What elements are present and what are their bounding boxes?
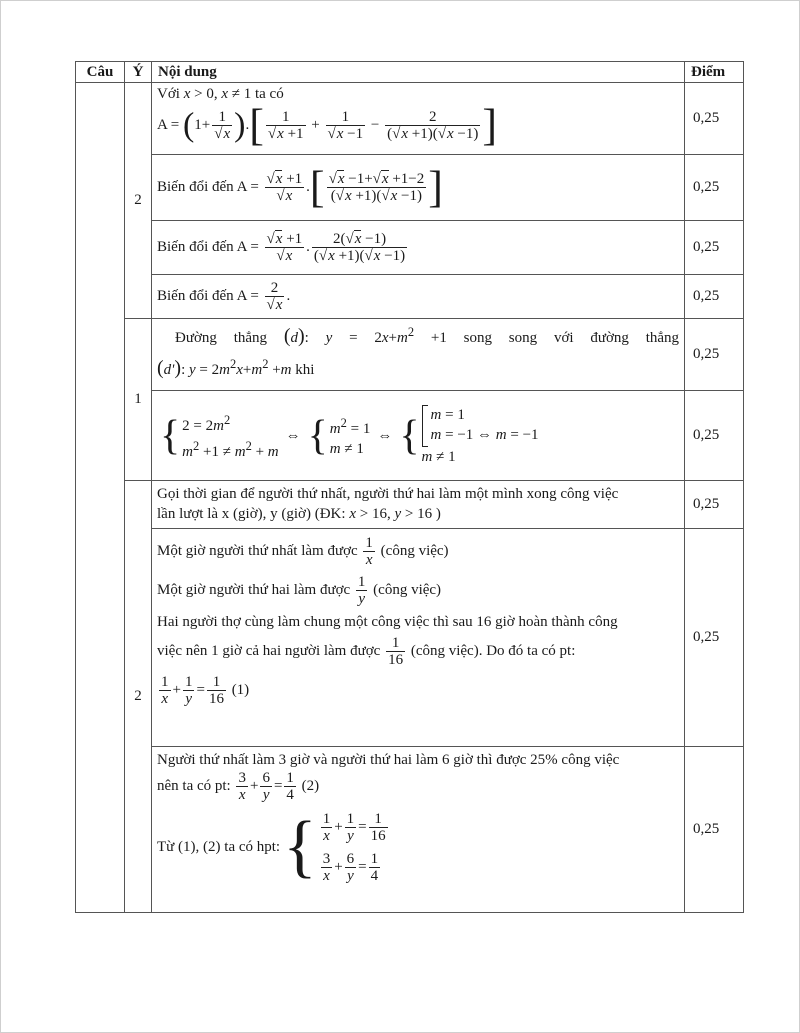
y-cell: 2 — [125, 83, 152, 319]
score-cell: 0,25 — [685, 391, 744, 481]
header-cau: Câu — [76, 62, 125, 83]
formula-step: Biến đổi đến A = $\frac{2}{√x}$ . — [157, 280, 291, 313]
content-line: Đường thẳng (d): $y = 2x+m^2 +1$ song song với đường thẳng — [175, 325, 680, 347]
formula-a: A = (1+ $\frac{1}{√x}$ ).[ $\frac{1}{√x +1}$ + $\frac{1}{√x -1}$ − $\frac{2}{(√x +1)(√x -1)}$ ] — [157, 100, 497, 150]
text-lan-luot: lần lượt là x (giờ), y (giờ) (ĐK: — [157, 506, 346, 522]
header-diem: Điểm — [685, 62, 744, 83]
content-cell — [152, 481, 685, 529]
content-line: Gọi thời gian để người thứ nhất, người thứ hai làm một mình xong công việc — [157, 486, 619, 502]
content-line: Một giờ người thứ hai làm được $\frac{1}{y}$ (công việc) — [157, 574, 442, 607]
system-solution: { $2 = 2m^2$ $m^2 +1 \ne m^2 + m$ ⇔ { $m^2 = 1$ m ≠ 1 ⇔ { m = 1 m = −1 ⇔ m = −1 m ≠ 1 — [160, 406, 539, 465]
y-cell: 1 — [125, 319, 152, 481]
content-cell — [152, 747, 685, 913]
content-cell — [152, 391, 685, 481]
content-cell — [152, 529, 685, 747]
content-line: Hai người thợ cùng làm chung một công việc thì sau 16 giờ hoàn thành công — [157, 614, 618, 630]
text-bien-doi: Biến đổi đến — [157, 178, 234, 195]
content-cell — [152, 155, 685, 221]
table-row — [76, 275, 744, 319]
answer-table — [75, 61, 744, 913]
y-cell: 2 — [125, 481, 152, 913]
table-row — [76, 481, 744, 529]
score-cell: 0,25 — [685, 319, 744, 391]
table-row — [76, 319, 744, 391]
header-y: Ý — [125, 62, 152, 83]
text-bien-doi: Biến đổi đến — [157, 287, 234, 304]
table-row — [76, 221, 744, 275]
content-cell — [152, 319, 685, 391]
content-line: Với x > 0, x ≠ 1 ta có — [157, 86, 284, 102]
content-line: Người thứ nhất làm 3 giờ và người thứ hai làm 6 giờ thì được 25% công việc — [157, 752, 620, 768]
text-with: Với — [157, 86, 180, 102]
content-line: (d'): $y = 2m^2x+m^2 +m$ khi — [157, 357, 315, 379]
header-row — [76, 62, 744, 83]
table-row — [76, 529, 744, 747]
score-cell: 0,25 — [685, 83, 744, 155]
content-cell — [152, 275, 685, 319]
system-hpt: Từ (1), (2) ta có hpt: { $\frac{1}{x}$ + $\frac{1}{y}$ = $\frac{1}{16}$ $\frac{3}{x}$ + $\frac{6}{y}$ = $\frac{1}{4}$ — [157, 808, 386, 885]
formula-step: Biến đổi đến A = $\frac{√x +1}{√x}$ .[ $\frac{√x -1+√x +1-2}{(√x +1)(√x -1)}$ ] — [157, 162, 443, 212]
formula-step: Biến đổi đến A = $\frac{√x +1}{√x}$ . $\frac{2(√x -1)}{(√x +1)(√x -1)}$ — [157, 231, 406, 264]
cau-cell — [76, 83, 125, 913]
score-cell: 0,25 — [685, 481, 744, 529]
content-cell — [152, 83, 685, 155]
score-cell: 0,25 — [685, 275, 744, 319]
content-cell — [152, 221, 685, 275]
score-cell: 0,25 — [685, 529, 744, 747]
table-row — [76, 83, 744, 155]
content-line: Một giờ người thứ nhất làm được $\frac{1}{x}$ (công việc) — [157, 535, 449, 568]
text-khi: khi — [295, 362, 315, 378]
header-noi-dung: Nội dung — [152, 62, 685, 83]
content-line: việc nên 1 giờ cả hai người làm được $\frac{1}{16}$ (công việc). Do đó ta có pt: — [157, 635, 576, 668]
equation-1: $\frac{1}{x}$ + $\frac{1}{y}$ = $\frac{1}{16}$ (1) — [161, 674, 250, 707]
equation-2: nên ta có pt: $\frac{3}{x}$ + $\frac{6}{y}$ = $\frac{1}{4}$ (2) — [157, 770, 320, 803]
content-line: lần lượt là x (giờ), y (giờ) (ĐK: x > 16, y > 16 ) — [157, 506, 441, 522]
text-bien-doi: Biến đổi đến — [157, 238, 234, 255]
table-row — [76, 391, 744, 481]
table-row — [76, 747, 744, 913]
table-row — [76, 155, 744, 221]
score-cell: 0,25 — [685, 747, 744, 913]
score-cell: 0,25 — [685, 221, 744, 275]
score-cell: 0,25 — [685, 155, 744, 221]
text-ta-co: ta có — [254, 86, 284, 102]
